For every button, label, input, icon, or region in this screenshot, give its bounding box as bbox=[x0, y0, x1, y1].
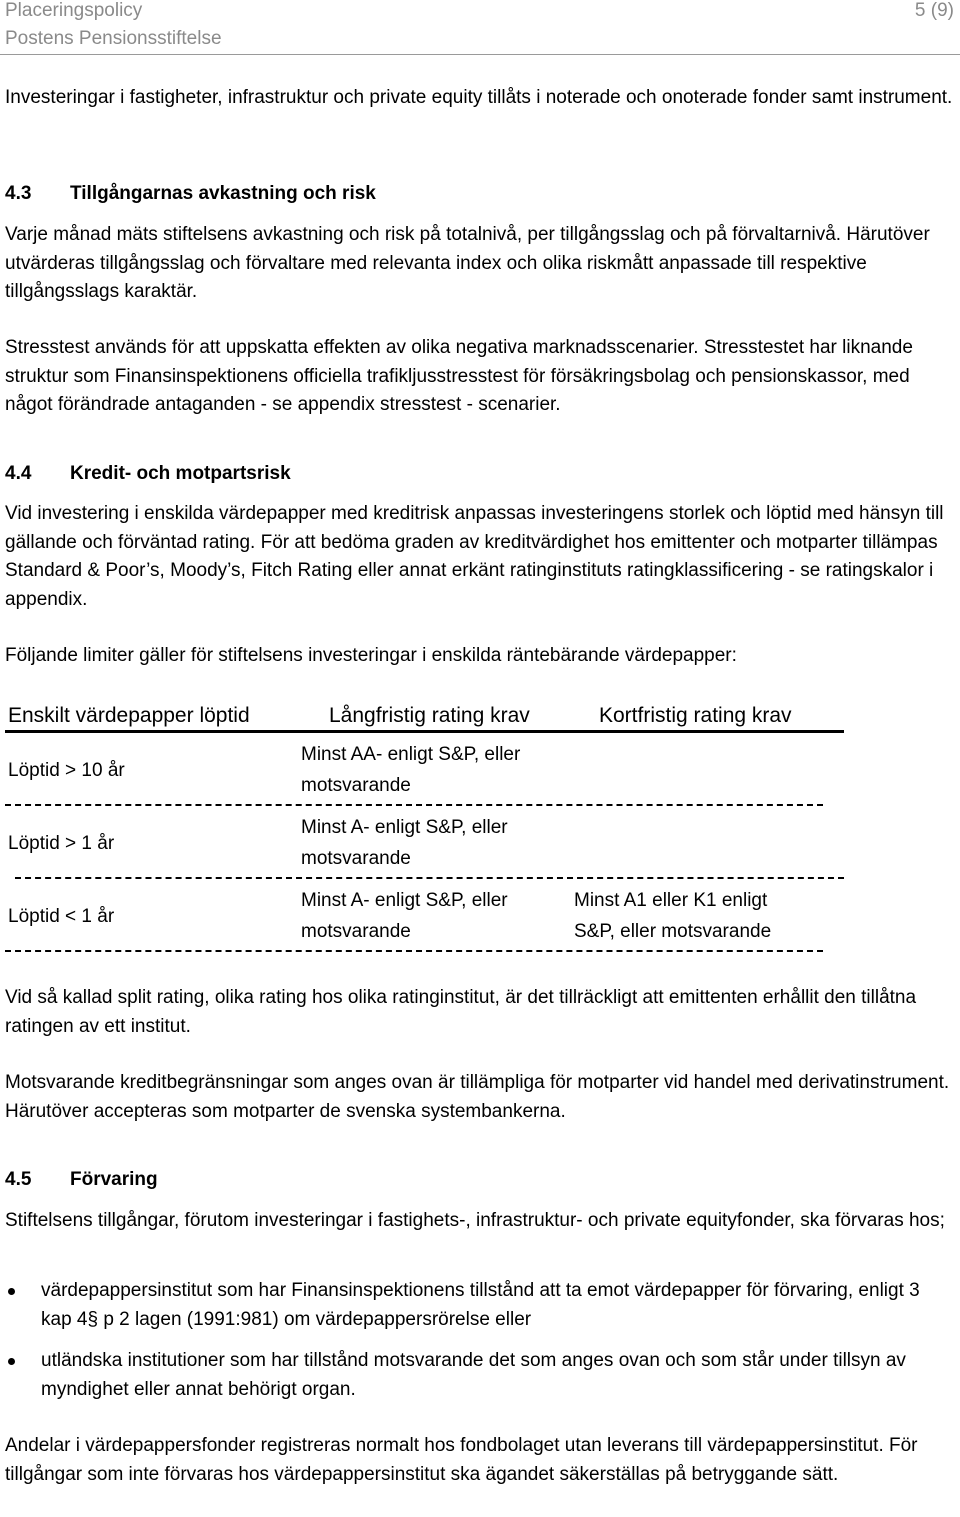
row-long-rating-line2: motsvarande bbox=[301, 848, 411, 869]
section-title: Kredit- och motpartsrisk bbox=[70, 463, 291, 484]
list-item: värdepappersinstitut som har Finansinspektionens tillstånd att ta emot värdepapper för förvaring, enligt 3 kap 4§ p 2 lagen (1991:981) om värdepappersrörelse eller bbox=[41, 1280, 920, 1330]
sec45-paragraph-2: Andelar i värdepappersfonder registreras normalt hos fondbolaget utan leverans till värdepappersinstitut. För tillgångar som inte förvaras hos värdepappersinstitut ska ägandet säkerställas på betryggande sätt. bbox=[5, 1435, 918, 1485]
row-divider bbox=[5, 950, 823, 952]
sec45-paragraph-1: Stiftelsens tillgångar, förutom investeringar i fastighets-, infrastruktur- och private equityfonder, ska förvaras hos; bbox=[5, 1210, 945, 1231]
row-divider bbox=[5, 804, 823, 806]
row-long-rating-line1: Minst AA- enligt S&P, eller bbox=[301, 744, 521, 765]
sec43-paragraph-1: Varje månad mäts stiftelsens avkastning och risk på totalnivå, per tillgångsslag och på förvaltarnivå. Härutöver utvärderas tillgångsslag och förvaltare med relevanta index och olika riskmått anpassade till respektive tillgångsslags karaktär. bbox=[5, 224, 930, 302]
page-number: 5 (9) bbox=[914, 0, 954, 21]
header-divider bbox=[0, 54, 960, 55]
row-term: Löptid > 1 år bbox=[8, 833, 115, 854]
sec44-paragraph-1: Vid investering i enskilda värdepapper med kreditrisk anpassas investeringens storlek och löptid med hänsyn till gällande och förväntad rating. För att bedöma graden av kreditvärdighet hos emittenter och motparter tillämpas Standard & Poor’s, Moody’s, Fitch Rating eller annat erkänt ratinginstituts ratingklassificering - se ratingskalor i appendix. bbox=[5, 503, 944, 610]
section-number: 4.3 bbox=[5, 183, 32, 204]
row-short-rating-line2: S&P, eller motsvarande bbox=[574, 921, 772, 942]
row-short-rating-line1: Minst A1 eller K1 enligt bbox=[574, 890, 768, 911]
section-title: Förvaring bbox=[70, 1169, 158, 1190]
row-long-rating-line1: Minst A- enligt S&P, eller bbox=[301, 890, 508, 911]
section-heading-4-5 bbox=[5, 1166, 158, 1194]
section-number: 4.4 bbox=[5, 463, 32, 484]
sec44-paragraph-2: Följande limiter gäller för stiftelsens investeringar i enskilda räntebärande värdepapper: bbox=[5, 645, 737, 666]
list-item: utländska institutioner som har tillstånd motsvarande det som anges ovan och som står under tillsyn av myndighet eller annat behörigt organ. bbox=[41, 1350, 906, 1400]
bullet-icon bbox=[8, 1358, 15, 1365]
row-long-rating-line2: motsvarande bbox=[301, 921, 411, 942]
intro-paragraph: Investeringar i fastigheter, infrastruktur och private equity tillåts i noterade och onoterade fonder samt instrument. bbox=[5, 87, 953, 108]
bullet-icon bbox=[8, 1288, 15, 1295]
table-header-rule bbox=[5, 730, 844, 733]
section-heading-4-3 bbox=[5, 180, 376, 208]
row-divider bbox=[15, 877, 844, 879]
row-long-rating-line2: motsvarande bbox=[301, 775, 411, 796]
section-title: Tillgångarnas avkastning och risk bbox=[70, 183, 376, 204]
section-heading-4-4 bbox=[5, 460, 291, 488]
counterparty-paragraph: Motsvarande kreditbegränsningar som anges ovan är tillämpliga för motparter vid handel med derivatinstrument. Härutöver accepteras som motparter de svenska systembankerna. bbox=[5, 1072, 950, 1122]
doc-title: Placeringspolicy bbox=[5, 0, 143, 21]
table-header-term: Enskilt värdepapper löptid bbox=[8, 704, 250, 727]
row-long-rating-line1: Minst A- enligt S&P, eller bbox=[301, 817, 508, 838]
row-term: Löptid > 10 år bbox=[8, 760, 125, 781]
split-rating-paragraph: Vid så kallad split rating, olika rating hos olika ratinginstitut, är det tillräckligt att emittenten erhållit den tillåtna ratingen av ett institut. bbox=[5, 987, 917, 1037]
sec43-paragraph-2: Stresstest används för att uppskatta effekten av olika negativa marknadsscenarier. Stresstestet har liknande struktur som Finansinspektionens officiella trafikljusstresstest för försäkringsbolag och pensionskassor, med något förändrade antaganden - se appendix stresstest - scenarier. bbox=[5, 337, 913, 415]
section-number: 4.5 bbox=[5, 1169, 32, 1190]
table-header-short-rating: Kortfristig rating krav bbox=[599, 704, 792, 727]
row-term: Löptid < 1 år bbox=[8, 906, 115, 927]
doc-subtitle: Postens Pensionsstiftelse bbox=[5, 28, 222, 49]
table-header-long-rating: Långfristig rating krav bbox=[329, 704, 530, 727]
